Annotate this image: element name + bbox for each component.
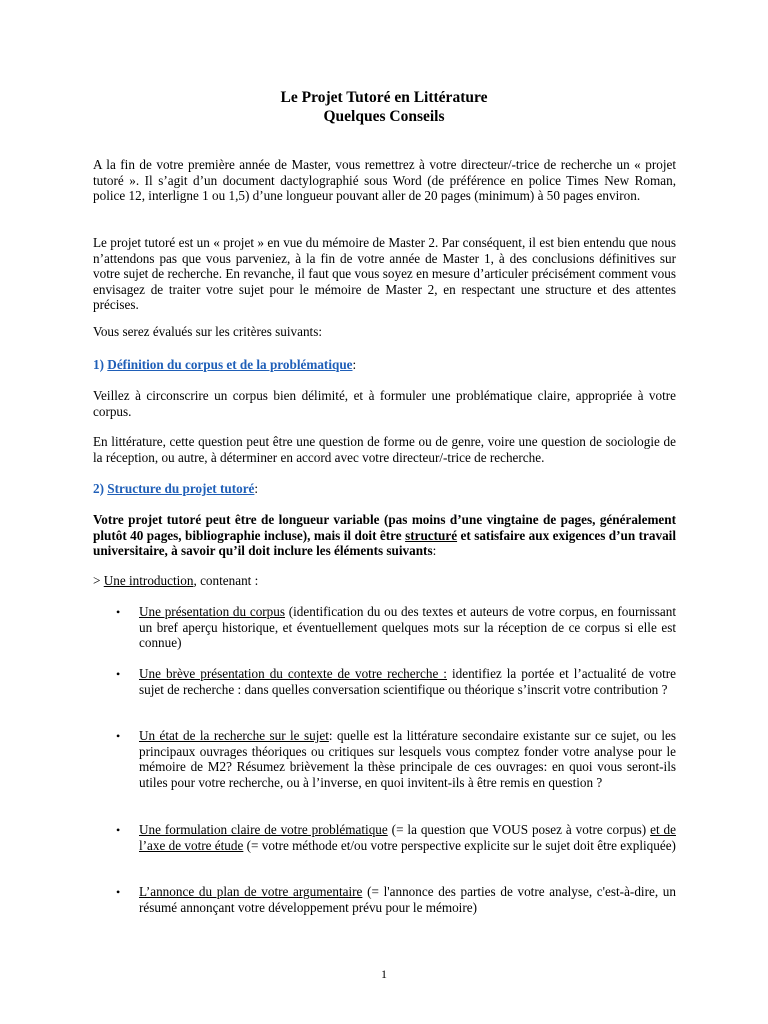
list-item	[139, 728, 676, 790]
intro-paragraph-1: A la fin de votre première année de Master, vous remettrez à votre directeur/-trice de recherche un « projet tutoré ». Il s’agit d’un document dactylographié sous Word (de préférence en police Times New Roman, police 12, interligne 1 ou 1,5) d’une longueur pouvant aller de 20 pages (minimum) à 50 pages environ.	[93, 157, 676, 204]
introduction-label: Une introduction	[103, 573, 194, 588]
list-item	[139, 666, 676, 697]
section-2-heading	[93, 481, 676, 497]
bullet-icon: •	[116, 729, 121, 743]
introduction-suffix: , contenant :	[193, 573, 259, 588]
list-item	[139, 884, 676, 915]
list-item-label: Un état de la recherche sur le sujet	[139, 728, 329, 743]
list-item	[139, 822, 676, 853]
introduction-line	[93, 573, 676, 589]
page-number: 1	[381, 967, 387, 981]
list-item-text: identifiez la portée et l’actualité de votre sujet de recherche : dans quelles conversation scientifique ou théorique s’inscrit votre contribution ?	[139, 666, 676, 697]
section-1-heading	[93, 357, 676, 373]
bullet-icon: •	[116, 605, 121, 619]
list-item-label: Une présentation du corpus	[139, 604, 285, 619]
bullet-icon: •	[116, 885, 121, 899]
section-2-bold-paragraph	[93, 512, 676, 559]
title-line-2: Quelques Conseils	[323, 108, 445, 125]
list-item-text: : quelle est la littérature secondaire existante sur ce sujet, ou les principaux ouvrages théoriques ou critiques sur lesquels vous comptez fonder votre analyse pour le mémoire de M2? Résumez brièvement la thèse principale de ces ouvrages: en quoi vous seront-ils utiles pour votre recherche, ou à l’inverse, en quoi invitent-ils à être remis en question ?	[139, 728, 676, 790]
intro-paragraph-3: Vous serez évalués sur les critères suivants:	[93, 324, 323, 339]
bold-text-3: et satisfaire aux exigences d’un travail universitaire, à savoir qu’il doit inclure les éléments suivants	[93, 527, 676, 559]
list-item-text-2: (= votre méthode et/ou votre perspective explicite sur le sujet doit être expliquée)	[243, 837, 676, 853]
intro-paragraph-2: Le projet tutoré est un « projet » en vue du mémoire de Master 2. Par conséquent, il est bien entendu que nous n’attendons pas que vous parveniez, à la fin de votre année de Master 1, à des conclusions définitives sur votre sujet de recherche. En revanche, il faut que vous soyez en mesure d’articuler précisément comment vous envisagez de traiter votre sujet pour le mémoire de Master 2, en respectant une structure et des attentes précises.	[93, 235, 676, 313]
list-item-text: (identification du ou des textes et auteurs de votre corpus, en fournissant un bref aperçu historique, et éventuellement quelques mots sur la réception de ce corpus si elle est connue)	[139, 604, 676, 651]
title-line-1: Le Projet Tutoré en Littérature	[280, 89, 488, 106]
list-item-label: Une brève présentation du contexte de votre recherche :	[139, 666, 447, 681]
list-item	[139, 604, 676, 651]
section-2-colon: :	[254, 481, 259, 496]
list-item-text: (= la question que VOUS posez à votre corpus)	[387, 822, 651, 837]
section-1-number: 1)	[93, 357, 108, 372]
list-item-label: Une formulation claire de votre problématique	[139, 822, 388, 837]
bullet-icon: •	[116, 823, 121, 837]
introduction-prefix: >	[93, 573, 104, 588]
section-1-colon: :	[352, 357, 357, 372]
section-1-paragraph-1: Veillez à circonscrire un corpus bien délimité, et à formuler une problématique claire, appropriée à votre corpus.	[93, 388, 676, 419]
document-title	[0, 88, 768, 126]
bold-colon: :	[432, 543, 437, 559]
bold-text-2: (pas moins d’une vingtaine de pages, généralement plutôt 40 pages, bibliographie incluse), mais il doit être	[93, 512, 677, 543]
list-item-label-2: et de l’axe de votre étude	[139, 822, 676, 853]
bullet-icon: •	[116, 667, 121, 681]
list-item-label: L’annonce du plan de votre argumentaire	[139, 884, 363, 899]
bold-underlined-structured: structuré	[405, 527, 458, 543]
section-2-title: Structure du projet tutoré	[107, 481, 255, 496]
section-1-paragraph-2: En littérature, cette question peut être une question de forme ou de genre, voire une question de sociologie de la réception, ou autre, à déterminer en accord avec votre directeur/-trice de recherche.	[93, 434, 676, 465]
section-1-title: Définition du corpus et de la problématique	[107, 357, 353, 372]
bold-text-1: Votre projet tutoré peut être de longueur variable	[93, 512, 380, 527]
section-2-number: 2)	[93, 481, 108, 496]
list-item-text: (= l'annonce des parties de votre analyse, c'est-à-dire, un résumé annonçant votre développement prévu pour le mémoire)	[139, 884, 676, 915]
